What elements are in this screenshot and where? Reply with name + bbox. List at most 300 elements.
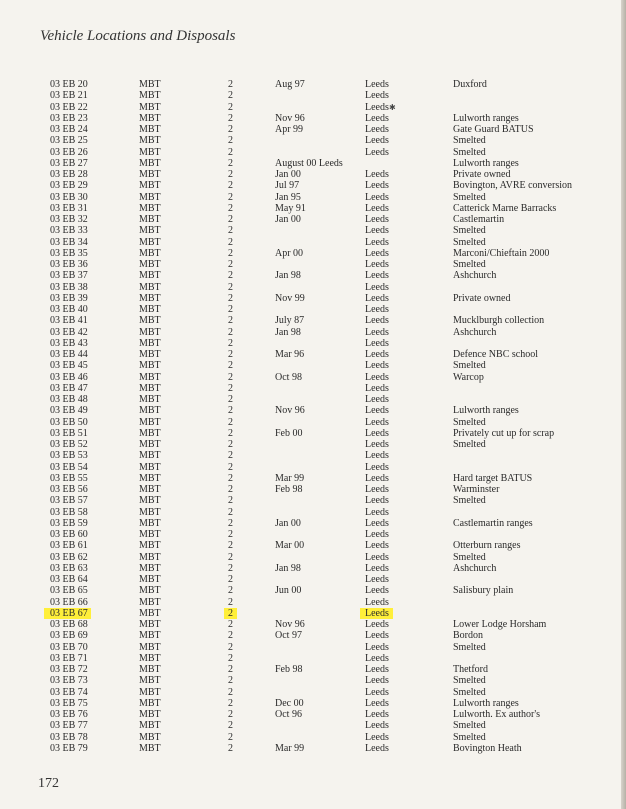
- mark-cell: 2: [228, 731, 233, 743]
- location-cell: Leeds: [365, 304, 389, 315]
- location-cell: Leeds: [365, 720, 389, 732]
- disposal-cell: Lower Lodge Horsham: [453, 619, 547, 630]
- disposal-cell: Salisbury plain: [453, 585, 514, 597]
- table-row: [0, 664, 626, 675]
- date-cell: Nov 96: [275, 619, 305, 630]
- location-cell: Leeds: [365, 641, 389, 653]
- disposal-cell: Bovington Heath: [453, 742, 522, 754]
- vehicle-type-cell: MBT: [139, 742, 161, 754]
- disposal-cell: Ashchurch: [453, 270, 497, 282]
- date-cell: August 00 Leeds: [275, 157, 343, 169]
- registration-cell: 03 EB 41: [50, 315, 88, 327]
- table-row: [0, 315, 626, 326]
- location-cell: Leeds: [365, 202, 389, 214]
- mark-cell: 2: [228, 517, 233, 529]
- registration-cell: 03 EB 28: [50, 169, 88, 180]
- location-cell: Leeds: [365, 247, 389, 259]
- disposal-cell: Hard target BATUS: [453, 472, 533, 484]
- location-cell: Leeds: [365, 540, 389, 552]
- registration-cell: 03 EB 43: [50, 337, 88, 349]
- table-row: [0, 563, 626, 574]
- disposal-cell: Smelted: [453, 731, 486, 743]
- registration-cell: 03 EB 24: [50, 124, 88, 135]
- registration-cell: 03 EB 54: [50, 461, 88, 473]
- vehicle-type-cell: MBT: [139, 585, 161, 597]
- location-cell: Leeds: [365, 124, 389, 135]
- location-cell: Leeds: [365, 652, 389, 664]
- table-row: [0, 619, 626, 630]
- date-cell: Jun 00: [275, 585, 302, 597]
- registration-cell: 03 EB 32: [50, 214, 88, 225]
- page-edge: [621, 0, 626, 809]
- vehicle-type-cell: MBT: [139, 472, 161, 484]
- table-row: [0, 405, 626, 416]
- table-row: [0, 203, 626, 214]
- location-cell: Leeds: [365, 236, 389, 248]
- table-row: [0, 248, 626, 259]
- registration-cell: 03 EB 61: [50, 540, 88, 552]
- vehicle-type-cell: MBT: [139, 225, 161, 237]
- mark-cell: 2: [228, 214, 233, 225]
- mark-cell: 2: [228, 416, 233, 428]
- mark-cell: 2: [228, 709, 233, 720]
- location-cell: Leeds: [365, 180, 389, 192]
- location-cell: Leeds: [365, 450, 389, 462]
- location-cell: Leeds: [365, 112, 389, 124]
- disposal-cell: Ashchurch: [453, 326, 497, 338]
- vehicle-type-cell: MBT: [139, 551, 161, 563]
- table-row: [0, 495, 626, 506]
- registration-cell: 03 EB 40: [50, 304, 88, 315]
- vehicle-type-cell: MBT: [139, 259, 161, 270]
- vehicle-type-cell: MBT: [139, 112, 161, 124]
- location-cell: Leeds: [365, 517, 389, 529]
- date-cell: Nov 96: [275, 112, 305, 124]
- disposal-cell: Duxford: [453, 79, 487, 90]
- vehicle-type-cell: MBT: [139, 619, 161, 630]
- mark-cell: 2: [228, 686, 233, 698]
- location-cell: Leeds: [365, 619, 389, 630]
- vehicle-type-cell: MBT: [139, 180, 161, 192]
- location-cell: Leeds: [365, 596, 389, 608]
- date-cell: Aug 97: [275, 79, 305, 90]
- vehicle-type-cell: MBT: [139, 416, 161, 428]
- vehicle-type-cell: MBT: [139, 461, 161, 473]
- location-cell: Leeds: [365, 214, 389, 225]
- mark-cell: 2: [228, 630, 233, 642]
- location-cell: Leeds: [365, 416, 389, 428]
- table-row: [0, 642, 626, 653]
- vehicle-type-cell: MBT: [139, 79, 161, 90]
- vehicle-type-cell: MBT: [139, 405, 161, 417]
- registration-cell: 03 EB 47: [50, 382, 88, 394]
- table-row: [0, 113, 626, 124]
- disposal-cell: Gate Guard BATUS: [453, 124, 534, 135]
- table-row: [0, 450, 626, 461]
- vehicle-type-cell: MBT: [139, 506, 161, 518]
- vehicle-type-cell: MBT: [139, 90, 161, 102]
- disposal-cell: Otterburn ranges: [453, 540, 521, 552]
- location-cell: Leeds: [365, 585, 389, 597]
- vehicle-type-cell: MBT: [139, 394, 161, 405]
- mark-cell: 2: [228, 472, 233, 484]
- date-cell: Oct 97: [275, 630, 302, 642]
- registration-cell: 03 EB 20: [50, 79, 88, 90]
- table-row: [0, 237, 626, 248]
- table-row: [0, 90, 626, 101]
- mark-cell: 2: [228, 619, 233, 630]
- registration-cell: 03 EB 76: [50, 709, 88, 720]
- table-row: [0, 124, 626, 135]
- table-row: [0, 79, 626, 90]
- mark-cell: 2: [228, 574, 233, 585]
- mark-cell: 2: [228, 641, 233, 653]
- table-row: [0, 529, 626, 540]
- location-cell: Leeds: [360, 608, 393, 619]
- vehicle-type-cell: MBT: [139, 270, 161, 282]
- vehicle-type-cell: MBT: [139, 607, 161, 619]
- registration-cell: 03 EB 26: [50, 146, 88, 158]
- table-row: [0, 180, 626, 191]
- mark-cell: 2: [228, 247, 233, 259]
- disposal-cell: Lulworth ranges: [453, 157, 519, 169]
- vehicle-type-cell: MBT: [139, 484, 161, 495]
- vehicle-type-cell: MBT: [139, 236, 161, 248]
- table-row: [0, 630, 626, 641]
- vehicle-type-cell: MBT: [139, 360, 161, 372]
- registration-cell: 03 EB 22: [50, 101, 88, 113]
- registration-cell: 03 EB 71: [50, 652, 88, 664]
- registration-cell: 03 EB 50: [50, 416, 88, 428]
- vehicle-type-cell: MBT: [139, 450, 161, 462]
- mark-cell: 2: [228, 675, 233, 687]
- location-cell: Leeds: [365, 281, 389, 293]
- mark-cell: 2: [228, 427, 233, 439]
- mark-cell: 2: [228, 157, 233, 169]
- table-row: [0, 102, 626, 113]
- table-row: [0, 743, 626, 754]
- registration-cell: 03 EB 51: [50, 427, 88, 439]
- registration-cell: 03 EB 57: [50, 495, 88, 507]
- table-row: [0, 147, 626, 158]
- registration-cell: 03 EB 42: [50, 326, 88, 338]
- date-cell: Feb 98: [275, 664, 303, 675]
- table-row: [0, 608, 626, 619]
- disposal-cell: Catterick Marne Barracks: [453, 202, 557, 214]
- table-row: [0, 394, 626, 405]
- vehicle-type-cell: MBT: [139, 304, 161, 315]
- disposal-cell: Private owned: [453, 292, 511, 304]
- date-cell: Apr 99: [275, 124, 304, 135]
- location-cell: Leeds: [365, 472, 389, 484]
- mark-cell: 2: [228, 90, 233, 102]
- disposal-cell: Smelted: [453, 686, 486, 698]
- mark-cell: 2: [228, 461, 233, 473]
- mark-cell: 2: [228, 394, 233, 405]
- vehicle-type-cell: MBT: [139, 292, 161, 304]
- disposal-cell: Smelted: [453, 146, 486, 158]
- location-cell: Leeds: [365, 405, 389, 417]
- disposal-cell: Defence NBC school: [453, 349, 538, 360]
- mark-cell: 2: [228, 439, 233, 450]
- location-cell: Leeds: [365, 90, 389, 102]
- mark-cell: 2: [228, 292, 233, 304]
- mark-cell: 2: [228, 720, 233, 732]
- location-cell: Leeds: [365, 135, 389, 147]
- mark-cell: 2: [228, 540, 233, 552]
- vehicle-type-cell: MBT: [139, 191, 161, 203]
- vehicle-type-cell: MBT: [139, 349, 161, 360]
- mark-cell: 2: [228, 506, 233, 518]
- mark-cell: 2: [228, 79, 233, 90]
- table-row: [0, 732, 626, 743]
- table-row: [0, 720, 626, 731]
- date-cell: Mar 96: [275, 349, 305, 360]
- location-cell: Leeds: [365, 146, 389, 158]
- registration-cell: 03 EB 49: [50, 405, 88, 417]
- mark-cell: 2: [228, 146, 233, 158]
- table-row: [0, 192, 626, 203]
- date-cell: Jan 98: [275, 326, 301, 338]
- date-cell: July 87: [275, 315, 305, 327]
- date-cell: May 91: [275, 202, 306, 214]
- disposal-cell: Lulworth ranges: [453, 405, 519, 417]
- mark-cell: 2: [228, 697, 233, 709]
- location-cell: Leeds: [365, 551, 389, 563]
- mark-cell: 2: [228, 112, 233, 124]
- table-row: [0, 687, 626, 698]
- vehicle-table: [0, 79, 626, 754]
- mark-cell: 2: [228, 450, 233, 462]
- vehicle-type-cell: MBT: [139, 135, 161, 147]
- vehicle-type-cell: MBT: [139, 281, 161, 293]
- table-row: [0, 259, 626, 270]
- disposal-cell: Warminster: [453, 484, 500, 495]
- table-row: [0, 327, 626, 338]
- date-cell: Mar 00: [275, 540, 305, 552]
- date-cell: Jan 00: [275, 169, 301, 180]
- registration-cell: 03 EB 30: [50, 191, 88, 203]
- location-cell: Leeds: [365, 742, 389, 754]
- table-row: [0, 304, 626, 315]
- registration-cell: 03 EB 64: [50, 574, 88, 585]
- vehicle-type-cell: MBT: [139, 427, 161, 439]
- vehicle-type-cell: MBT: [139, 169, 161, 180]
- location-cell: Leeds: [365, 439, 389, 450]
- vehicle-type-cell: MBT: [139, 675, 161, 687]
- mark-cell: 2: [228, 124, 233, 135]
- page-title: Vehicle Locations and Disposals: [40, 28, 236, 44]
- vehicle-type-cell: MBT: [139, 697, 161, 709]
- disposal-cell: Smelted: [453, 236, 486, 248]
- table-row: [0, 360, 626, 371]
- date-cell: Nov 99: [275, 292, 305, 304]
- vehicle-type-cell: MBT: [139, 652, 161, 664]
- mark-cell: 2: [228, 664, 233, 675]
- vehicle-type-cell: MBT: [139, 529, 161, 540]
- table-row: [0, 428, 626, 439]
- registration-cell: 03 EB 31: [50, 202, 88, 214]
- location-cell: Leeds: [365, 337, 389, 349]
- registration-cell: 03 EB 75: [50, 697, 88, 709]
- vehicle-type-cell: MBT: [139, 517, 161, 529]
- registration-cell: 03 EB 34: [50, 236, 88, 248]
- registration-cell: 03 EB 37: [50, 270, 88, 282]
- location-cell: Leeds: [365, 382, 389, 394]
- location-cell: Leeds: [365, 225, 389, 237]
- mark-cell: 2: [228, 236, 233, 248]
- registration-cell: 03 EB 63: [50, 562, 88, 574]
- location-cell: Leeds: [365, 259, 389, 270]
- table-row: [0, 709, 626, 720]
- vehicle-type-cell: MBT: [139, 124, 161, 135]
- vehicle-type-cell: MBT: [139, 574, 161, 585]
- table-row: [0, 158, 626, 169]
- table-row: [0, 552, 626, 563]
- date-cell: Feb 00: [275, 427, 303, 439]
- mark-cell: 2: [228, 652, 233, 664]
- table-row: [0, 540, 626, 551]
- registration-cell: 03 EB 66: [50, 596, 88, 608]
- date-cell: Jan 95: [275, 191, 301, 203]
- location-cell: Leeds: [365, 315, 389, 327]
- vehicle-type-cell: MBT: [139, 315, 161, 327]
- registration-cell: 03 EB 48: [50, 394, 88, 405]
- date-cell: Jan 00: [275, 517, 301, 529]
- disposal-cell: Lulworth ranges: [453, 697, 519, 709]
- disposal-cell: Bordon: [453, 630, 483, 642]
- registration-cell: 03 EB 73: [50, 675, 88, 687]
- table-row: [0, 135, 626, 146]
- location-cell: Leeds: [365, 360, 389, 372]
- table-row: [0, 462, 626, 473]
- disposal-cell: Lulworth. Ex author's: [453, 709, 541, 720]
- vehicle-type-cell: MBT: [139, 247, 161, 259]
- registration-cell: 03 EB 21: [50, 90, 88, 102]
- location-cell: Leeds: [365, 326, 389, 338]
- registration-cell: 03 EB 36: [50, 259, 88, 270]
- registration-cell: 03 EB 23: [50, 112, 88, 124]
- location-cell: Leeds: [365, 506, 389, 518]
- registration-cell: 03 EB 65: [50, 585, 88, 597]
- location-cell: Leeds: [365, 79, 389, 90]
- disposal-cell: Ashchurch: [453, 562, 497, 574]
- mark-cell: 2: [228, 484, 233, 495]
- registration-cell: 03 EB 60: [50, 529, 88, 540]
- vehicle-type-cell: MBT: [139, 720, 161, 732]
- disposal-cell: Smelted: [453, 191, 486, 203]
- table-row: [0, 597, 626, 608]
- disposal-cell: Thetford: [453, 664, 488, 675]
- date-cell: Feb 98: [275, 484, 303, 495]
- registration-cell: 03 EB 67: [44, 608, 91, 619]
- registration-cell: 03 EB 70: [50, 641, 88, 653]
- date-cell: Jul 97: [275, 180, 300, 192]
- registration-cell: 03 EB 68: [50, 619, 88, 630]
- mark-cell: 2: [228, 360, 233, 372]
- location-cell: Leeds: [365, 664, 389, 675]
- table-row: [0, 270, 626, 281]
- registration-cell: 03 EB 44: [50, 349, 88, 360]
- vehicle-type-cell: MBT: [139, 214, 161, 225]
- registration-cell: 03 EB 55: [50, 472, 88, 484]
- mark-cell: 2: [228, 281, 233, 293]
- vehicle-type-cell: MBT: [139, 540, 161, 552]
- date-cell: Jan 98: [275, 562, 301, 574]
- mark-cell: 2: [228, 585, 233, 597]
- table-row: [0, 169, 626, 180]
- mark-cell: 2: [228, 596, 233, 608]
- location-cell: Leeds: [365, 731, 389, 743]
- date-cell: Mar 99: [275, 742, 305, 754]
- mark-cell: 2: [228, 382, 233, 394]
- registration-cell: 03 EB 79: [50, 742, 88, 754]
- location-cell: Leeds: [365, 101, 389, 113]
- disposal-cell: Castlemartin ranges: [453, 517, 533, 529]
- location-cell: Leeds: [365, 709, 389, 720]
- registration-cell: 03 EB 25: [50, 135, 88, 147]
- registration-cell: 03 EB 46: [50, 371, 88, 383]
- mark-cell: 2: [228, 495, 233, 507]
- vehicle-type-cell: MBT: [139, 157, 161, 169]
- vehicle-type-cell: MBT: [139, 439, 161, 450]
- registration-cell: 03 EB 27: [50, 157, 88, 169]
- table-row: [0, 653, 626, 664]
- mark-cell: 2: [228, 326, 233, 338]
- date-cell: Mar 99: [275, 472, 305, 484]
- mark-cell: 2: [224, 608, 237, 619]
- date-cell: Apr 00: [275, 247, 304, 259]
- mark-cell: 2: [228, 180, 233, 192]
- registration-cell: 03 EB 52: [50, 439, 88, 450]
- page-number: 172: [38, 776, 59, 791]
- table-row: [0, 372, 626, 383]
- vehicle-type-cell: MBT: [139, 562, 161, 574]
- registration-cell: 03 EB 77: [50, 720, 88, 732]
- mark-cell: 2: [228, 371, 233, 383]
- vehicle-type-cell: MBT: [139, 630, 161, 642]
- disposal-cell: Private owned: [453, 169, 511, 180]
- table-row: [0, 675, 626, 686]
- registration-cell: 03 EB 38: [50, 281, 88, 293]
- mark-cell: 2: [228, 742, 233, 754]
- mark-cell: 2: [228, 405, 233, 417]
- disposal-cell: Smelted: [453, 495, 486, 507]
- table-row: [0, 473, 626, 484]
- location-cell: Leeds: [365, 562, 389, 574]
- vehicle-type-cell: MBT: [139, 202, 161, 214]
- location-cell: Leeds: [365, 529, 389, 540]
- table-row: [0, 585, 626, 596]
- location-cell: Leeds: [365, 630, 389, 642]
- location-cell: Leeds: [365, 191, 389, 203]
- mark-cell: 2: [228, 551, 233, 563]
- registration-cell: 03 EB 72: [50, 664, 88, 675]
- table-row: [0, 507, 626, 518]
- location-cell: Leeds: [365, 675, 389, 687]
- table-row: [0, 349, 626, 360]
- disposal-cell: Smelted: [453, 675, 486, 687]
- disposal-cell: Smelted: [453, 259, 486, 270]
- mark-cell: 2: [228, 315, 233, 327]
- mark-cell: 2: [228, 337, 233, 349]
- table-row: [0, 293, 626, 304]
- disposal-cell: Smelted: [453, 439, 486, 450]
- mark-cell: 2: [228, 225, 233, 237]
- location-cell: Leeds: [365, 697, 389, 709]
- registration-cell: 03 EB 29: [50, 180, 88, 192]
- table-row: [0, 439, 626, 450]
